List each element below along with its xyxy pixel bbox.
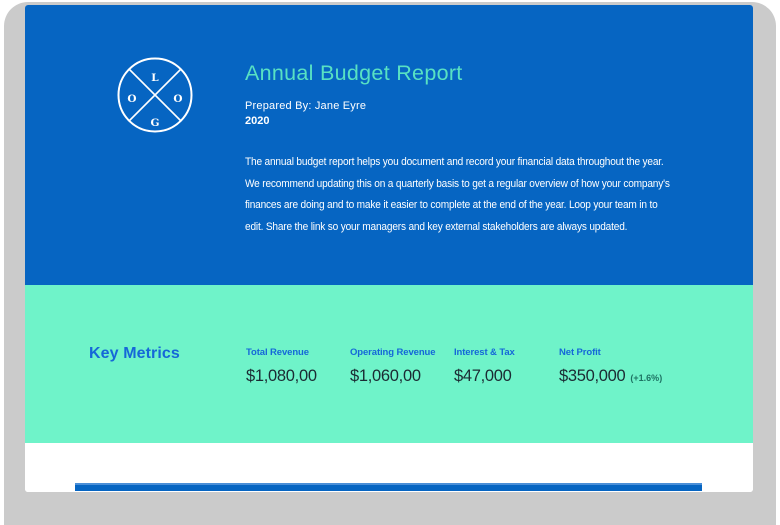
metric-value-text: $350,000 [559,367,626,385]
logo-letter: G [150,117,160,129]
metric-interest-tax [454,347,515,386]
report-header-section [25,5,753,285]
metric-label: Total Revenue [246,347,309,358]
metric-delta-badge: (+1.6%) [630,373,663,383]
metric-value: $1,060,00 [350,367,421,385]
report-card [25,5,753,492]
report-description-line: We recommend updating this on a quarterly basis to get a regular overview of how your company's [245,177,670,190]
metric-value: $1,080,00 [246,367,317,385]
metric-net-profit [559,347,662,386]
report-title: Annual Budget Report [245,61,463,85]
next-page-preview-bar [75,483,702,491]
logo-letter: O [127,93,137,105]
report-description-line: finances are doing and to make it easier to complete at the end of the year. Loop your team in to [245,199,658,211]
report-description-line: The annual budget report helps you document and record your financial data throughout the year. [245,156,664,168]
logo-letter: L [151,72,159,84]
metric-label: Interest & Tax [454,347,515,358]
metric-value [559,367,662,386]
metric-label: Net Profit [559,347,601,358]
key-metrics-section [25,285,753,443]
key-metrics-heading: Key Metrics [89,345,180,362]
metric-label: Operating Revenue [350,347,436,358]
metric-operating-revenue [350,347,435,386]
metric-total-revenue [246,347,317,386]
logo [115,55,195,135]
report-year: 2020 [245,115,270,127]
metric-value: $47,000 [454,367,512,385]
report-description-line: edit. Share the link so your managers and key external stakeholders are always updated. [245,220,628,233]
prepared-by-text: Prepared By: Jane Eyre [245,100,367,112]
card-footer [25,443,753,492]
report-description [245,152,670,238]
logo-letter: O [173,93,183,105]
